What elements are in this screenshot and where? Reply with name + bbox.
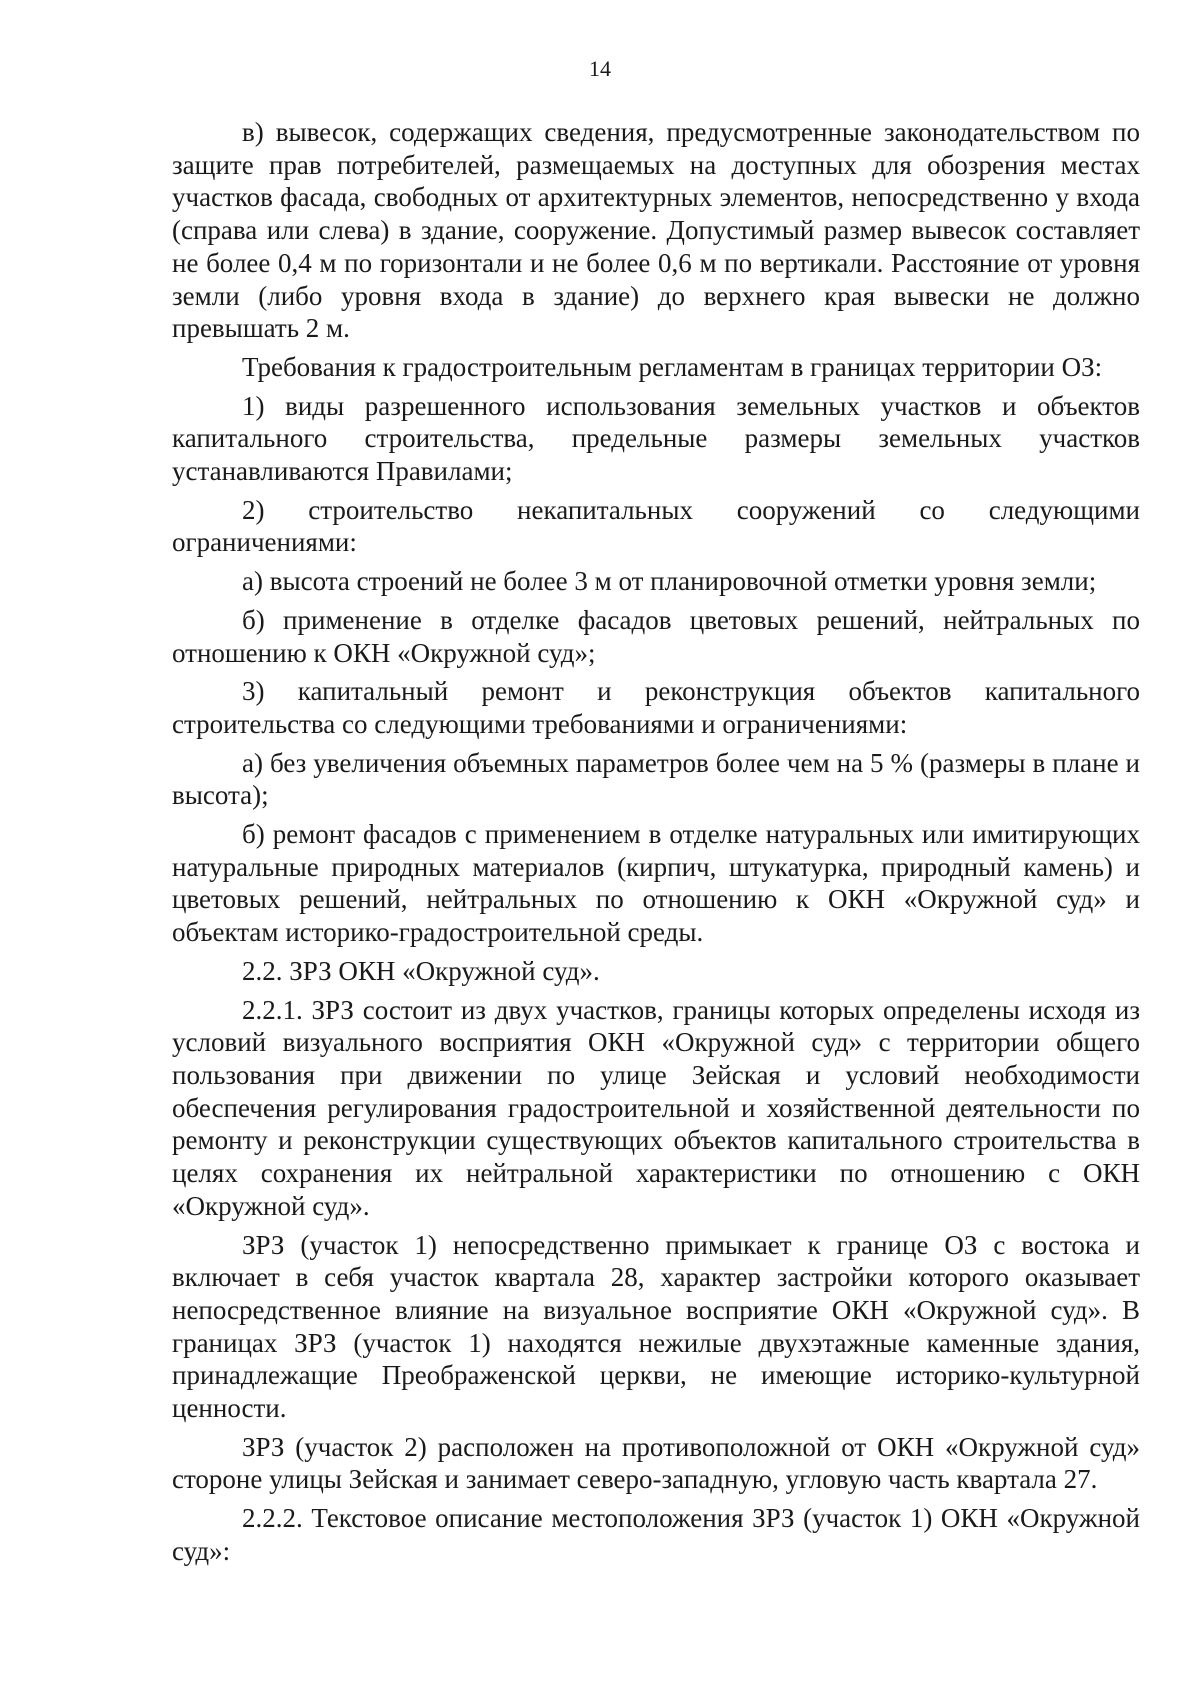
list-item-2a: а) высота строений не более 3 м от планировочной отметки уровня земли; <box>242 566 1097 597</box>
list-item-3b: б) ремонт фасадов с применением в отделке натуральных или имитирующих натуральные природных материалов (кирпич, штукатурка, природный камень) и цветовых решений, нейтральных по отношению к ОКН «Окружной суд» и объектам историко-градостроительной среды. <box>172 819 1140 948</box>
paragraph-plot-2: ЗРЗ (участок 2) расположен на противоположной от ОКН «Окружной суд» стороне улицы Зейская и занимает северо-западную, угловую часть квартала 27. <box>172 1431 1140 1495</box>
paragraph-oz-requirements: Требования к градостроительным регламентам в границах территории ОЗ: <box>242 351 1103 382</box>
list-item-3: 3) капитальный ремонт и реконструкция объектов капитального строительства со следующими требованиями и ограничениями: <box>172 676 1140 739</box>
page-number: 14 <box>589 56 611 81</box>
list-item-3a: а) без увеличения объемных параметров более чем на 5 % (размеры в плане и высота); <box>172 747 1140 811</box>
list-item-1: 1) виды разрешенного использования земельных участков и объектов капитального строительства, предельные размеры земельных участков устанавливаются Правилами; <box>172 390 1140 487</box>
paragraph-plot-1: ЗРЗ (участок 1) непосредственно примыкает к границе ОЗ с востока и включает в себя участок квартала 28, характер застройки которого оказывает непосредственное влияние на визуальное восприятие ОКН «Окружной суд». В границах ЗРЗ (участок 1) находятся нежилые двухэтажные каменные здания, принадлежащие Преображенской церкви, не имеющие историко-культурной ценности. <box>172 1229 1140 1424</box>
paragraph-signs: в) вывесок, содержащих сведения, предусмотренные законодательством по защите прав потребителей, размещаемых на доступных для обозрения местах участков фасада, свободных от архитектурных элементов, непосредственно у входа (справа или слева) в здание, сооружение. Допустимый размер вывесок составляет не более 0,4 м по горизонтали и не более 0,6 м по вертикали. Расстояние от уровня земли (либо уровня входа в здание) до верхнего края вывески не должно превышать 2 м. <box>172 117 1140 344</box>
document-body <box>172 116 1140 1568</box>
section-heading-2-2: 2.2. ЗРЗ ОКН «Окружной суд». <box>242 955 600 986</box>
section-2-2-2: 2.2.2. Текстовое описание местоположения ЗРЗ (участок 1) ОКН «Окружной суд»: <box>172 1503 1140 1566</box>
section-2-2-1: 2.2.1. ЗРЗ состоит из двух участков, границы которых определены исходя из условий визуального восприятия ОКН «Окружной суд» с территории общего пользования при движении по улице Зейская и условий необходимости обеспечения регулирования градостроительной и хозяйственной деятельности по ремонту и реконструкции существующих объектов капитального строительства в целях сохранения их нейтральной характеристики по отношению с ОКН «Окружной суд». <box>172 994 1140 1221</box>
list-item-2: 2) строительство некапитальных сооружений со следующими ограничениями: <box>172 494 1140 558</box>
list-item-2b: б) применение в отделке фасадов цветовых решений, нейтральных по отношению к ОКН «Окружной суд»; <box>172 604 1140 668</box>
